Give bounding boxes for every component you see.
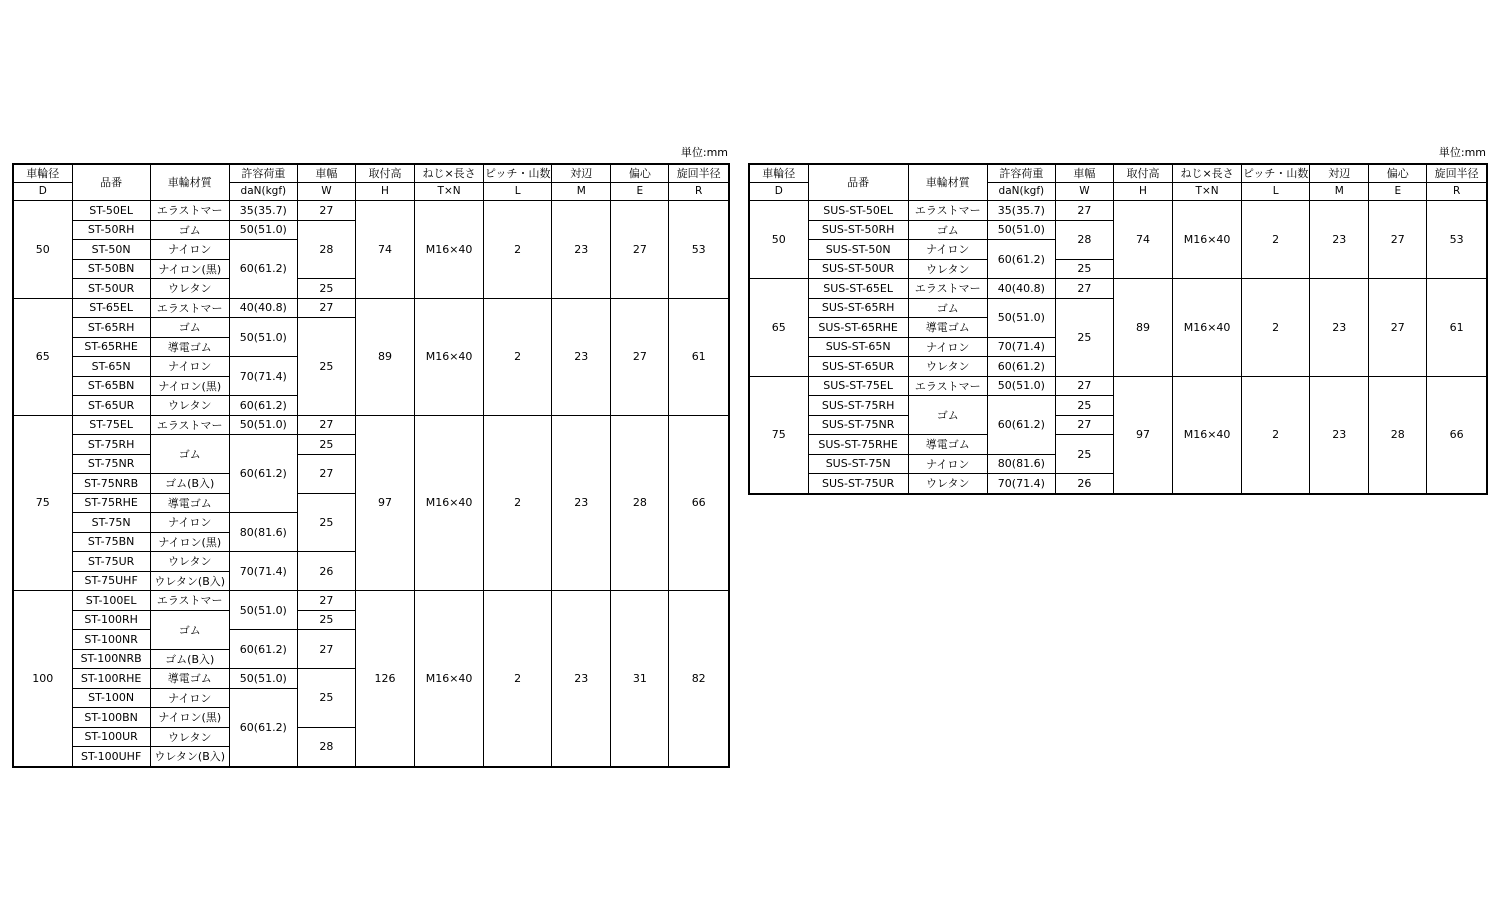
table-cell: 50(51.0) — [987, 376, 1055, 396]
header-cell: H — [355, 183, 414, 201]
table-cell: 25 — [297, 435, 355, 455]
table-cell: 28 — [1055, 220, 1113, 259]
header-cell: T×N — [1173, 183, 1242, 201]
table-cell: 25 — [297, 493, 355, 552]
header-cell: E — [1369, 183, 1427, 201]
table-cell: ST-75NRB — [72, 474, 150, 494]
table-cell: 26 — [1055, 474, 1113, 494]
table-cell: ゴム — [908, 396, 987, 435]
table-cell: ST-75UHF — [72, 571, 150, 591]
table-cell: ナイロン — [908, 337, 987, 357]
table-cell: ST-75N — [72, 513, 150, 533]
table-cell: 導電ゴム — [150, 493, 229, 513]
table-cell: ウレタン — [150, 279, 229, 299]
table-cell: 27 — [611, 298, 669, 415]
table-cell: 23 — [552, 298, 611, 415]
table-cell: ナイロン — [150, 357, 229, 377]
table-cell: 27 — [297, 591, 355, 611]
table-cell: ST-75UR — [72, 552, 150, 572]
table-cell: ナイロン — [908, 454, 987, 474]
table-cell: 35(35.7) — [987, 201, 1055, 221]
table-cell: 23 — [1310, 201, 1369, 279]
header-cell: 許容荷重 — [229, 164, 297, 183]
table-cell: 74 — [355, 201, 414, 299]
table-cell: ナイロン — [150, 513, 229, 533]
table-cell: 27 — [297, 298, 355, 318]
table-cell: 27 — [297, 630, 355, 669]
table-cell: 25 — [1055, 259, 1113, 279]
unit-label-right: 単位:mm — [1438, 146, 1486, 159]
table-cell: 25 — [1055, 298, 1113, 376]
table-cell: 27 — [1369, 201, 1427, 279]
table-cell: ST-100N — [72, 688, 150, 708]
header-cell: M — [552, 183, 611, 201]
table-cell: 導電ゴム — [150, 337, 229, 357]
table-row — [13, 201, 729, 221]
table-cell: 25 — [297, 610, 355, 630]
table-cell: 53 — [1427, 201, 1487, 279]
header-cell: 車輪径 — [749, 164, 808, 183]
table-cell: ST-75RH — [72, 435, 150, 455]
table-cell: 60(61.2) — [229, 630, 297, 669]
table-cell: M16×40 — [1173, 279, 1242, 377]
table-cell: エラストマー — [908, 279, 987, 299]
table-cell: ST-75EL — [72, 415, 150, 435]
table-cell: 23 — [552, 591, 611, 767]
table-cell: 75 — [13, 415, 72, 591]
table-cell: 100 — [13, 591, 72, 767]
table-cell: ST-100NR — [72, 630, 150, 650]
table-cell: 66 — [669, 415, 729, 591]
header-cell: 対辺 — [1310, 164, 1369, 183]
header-cell: 取付高 — [1113, 164, 1172, 183]
header-cell: 品番 — [808, 164, 908, 201]
header-cell: D — [749, 183, 808, 201]
table-cell: 27 — [1055, 376, 1113, 396]
table-cell: 53 — [669, 201, 729, 299]
table-row — [749, 376, 1487, 396]
table-cell: SUS-ST-65EL — [808, 279, 908, 299]
table-cell: 70(71.4) — [987, 474, 1055, 494]
header-cell: L — [1242, 183, 1310, 201]
header-cell: daN(kgf) — [229, 183, 297, 201]
table-cell: 74 — [1113, 201, 1172, 279]
table-cell: ウレタン(B入) — [150, 571, 229, 591]
header-cell: R — [1427, 183, 1487, 201]
table-cell: 80(81.6) — [987, 454, 1055, 474]
table-cell: 80(81.6) — [229, 513, 297, 552]
table-cell: 25 — [297, 318, 355, 416]
table-cell: SUS-ST-65UR — [808, 357, 908, 377]
header-cell: W — [1055, 183, 1113, 201]
header-cell: ピッチ・山数 — [1242, 164, 1310, 183]
table-cell: SUS-ST-50UR — [808, 259, 908, 279]
table-cell: 66 — [1427, 376, 1487, 494]
table-cell: 導電ゴム — [150, 669, 229, 689]
table-cell: 27 — [1055, 279, 1113, 299]
table-cell: ゴム(B入) — [150, 649, 229, 669]
table-cell: 50(51.0) — [987, 298, 1055, 337]
table-cell: 23 — [552, 415, 611, 591]
table-cell: ST-100RHE — [72, 669, 150, 689]
table-cell: 60(61.2) — [229, 240, 297, 299]
table-cell: 60(61.2) — [987, 357, 1055, 377]
table-cell: ST-50EL — [72, 201, 150, 221]
table-header — [13, 164, 729, 201]
table-cell: ゴム — [908, 298, 987, 318]
table-cell: M16×40 — [415, 591, 484, 767]
table-cell: 50(51.0) — [229, 591, 297, 630]
table-cell: ナイロン(黒) — [150, 708, 229, 728]
table-cell: ナイロン — [150, 240, 229, 260]
table-cell: 27 — [297, 454, 355, 493]
table-cell: ウレタン — [150, 396, 229, 416]
table-cell: SUS-ST-65N — [808, 337, 908, 357]
table-cell: M16×40 — [415, 415, 484, 591]
table-cell: M16×40 — [415, 298, 484, 415]
table-cell: ST-65N — [72, 357, 150, 377]
table-cell: 61 — [669, 298, 729, 415]
header-cell: D — [13, 183, 72, 201]
table-cell: SUS-ST-75RH — [808, 396, 908, 416]
table-cell: ST-75RHE — [72, 493, 150, 513]
table-cell: 27 — [1055, 415, 1113, 435]
table-cell: 89 — [355, 298, 414, 415]
table-cell: SUS-ST-75UR — [808, 474, 908, 494]
table-cell: ST-50N — [72, 240, 150, 260]
table-cell: ST-65EL — [72, 298, 150, 318]
table-cell: ST-50UR — [72, 279, 150, 299]
table-cell: 60(61.2) — [987, 240, 1055, 279]
header-cell: 旋回半径 — [1427, 164, 1487, 183]
table-cell: ST-65RHE — [72, 337, 150, 357]
header-cell: ピッチ・山数 — [484, 164, 552, 183]
table-cell: 2 — [484, 591, 552, 767]
table-cell: 25 — [297, 279, 355, 299]
table-cell: 28 — [297, 220, 355, 279]
table-cell: M16×40 — [1173, 376, 1242, 494]
table-cell: 82 — [669, 591, 729, 767]
table-cell: 2 — [1242, 279, 1310, 377]
table-cell: 27 — [611, 201, 669, 299]
table-cell: ST-100EL — [72, 591, 150, 611]
table-cell: エラストマー — [150, 298, 229, 318]
header-cell: 車幅 — [297, 164, 355, 183]
table-cell: ST-65UR — [72, 396, 150, 416]
table-cell: 2 — [484, 415, 552, 591]
table-cell: エラストマー — [150, 415, 229, 435]
header-cell: 対辺 — [552, 164, 611, 183]
table-cell: ウレタン — [908, 259, 987, 279]
table-cell: ウレタン(B入) — [150, 747, 229, 767]
table-cell: 70(71.4) — [229, 357, 297, 396]
table-cell: ST-65RH — [72, 318, 150, 338]
table-cell: SUS-ST-50EL — [808, 201, 908, 221]
table-cell: ゴム — [908, 220, 987, 240]
table-cell: 50 — [749, 201, 808, 279]
table-cell: ST-50BN — [72, 259, 150, 279]
table-cell: ST-75NR — [72, 454, 150, 474]
table-cell: 75 — [749, 376, 808, 494]
table-cell: 23 — [1310, 279, 1369, 377]
table-cell: 28 — [611, 415, 669, 591]
table-cell: ナイロン(黒) — [150, 259, 229, 279]
header-cell: ねじ×長さ — [1173, 164, 1242, 183]
table-cell: ゴム — [150, 318, 229, 338]
table-cell: 50 — [13, 201, 72, 299]
table-cell: ゴム — [150, 610, 229, 649]
header-cell: 偏心 — [1369, 164, 1427, 183]
header-cell: T×N — [415, 183, 484, 201]
header-cell: L — [484, 183, 552, 201]
table-cell: 60(61.2) — [229, 435, 297, 513]
header-cell: H — [1113, 183, 1172, 201]
table-cell: SUS-ST-50N — [808, 240, 908, 260]
table-cell: 導電ゴム — [908, 318, 987, 338]
table-row — [13, 591, 729, 611]
table-cell: ST-100UR — [72, 727, 150, 747]
table-cell: ST-100BN — [72, 708, 150, 728]
header-cell: 品番 — [72, 164, 150, 201]
table-cell: 2 — [484, 201, 552, 299]
table-cell: SUS-ST-65RHE — [808, 318, 908, 338]
table-cell: 70(71.4) — [987, 337, 1055, 357]
header-cell: 許容荷重 — [987, 164, 1055, 183]
table-cell: SUS-ST-75N — [808, 454, 908, 474]
table-cell: 60(61.2) — [229, 688, 297, 767]
table-cell: 97 — [355, 415, 414, 591]
table-cell: 70(71.4) — [229, 552, 297, 591]
table-cell: 31 — [611, 591, 669, 767]
table-cell: 25 — [297, 669, 355, 728]
table-cell: ウレタン — [908, 357, 987, 377]
table-cell: 40(40.8) — [987, 279, 1055, 299]
table-cell: ST-100NRB — [72, 649, 150, 669]
table-cell: ST-75BN — [72, 532, 150, 552]
table-cell: 50(51.0) — [229, 220, 297, 240]
table-cell: ST-50RH — [72, 220, 150, 240]
table-cell: 35(35.7) — [229, 201, 297, 221]
header-cell: R — [669, 183, 729, 201]
table-cell: 26 — [297, 552, 355, 591]
table-cell: ゴム — [150, 435, 229, 474]
table-cell: SUS-ST-75NR — [808, 415, 908, 435]
table-cell: ゴム(B入) — [150, 474, 229, 494]
table-cell: ST-100RH — [72, 610, 150, 630]
table-cell: ナイロン — [150, 688, 229, 708]
table-cell: ナイロン(黒) — [150, 532, 229, 552]
table-cell: ST-100UHF — [72, 747, 150, 767]
table-cell: 40(40.8) — [229, 298, 297, 318]
table-cell: M16×40 — [415, 201, 484, 299]
table-row — [13, 298, 729, 318]
table-cell: 2 — [1242, 201, 1310, 279]
table-cell: ウレタン — [150, 727, 229, 747]
table-cell: 27 — [1055, 201, 1113, 221]
header-cell: 車輪材質 — [908, 164, 987, 201]
header-cell: ねじ×長さ — [415, 164, 484, 183]
table-row — [749, 279, 1487, 299]
table-header — [749, 164, 1487, 201]
table-cell: 65 — [749, 279, 808, 377]
table-cell: 50(51.0) — [229, 318, 297, 357]
header-cell: 車輪径 — [13, 164, 72, 183]
header-cell: 旋回半径 — [669, 164, 729, 183]
table-cell: 65 — [13, 298, 72, 415]
table-cell: 50(51.0) — [229, 415, 297, 435]
table-cell: ナイロン — [908, 240, 987, 260]
header-cell: 車輪材質 — [150, 164, 229, 201]
table-cell: 23 — [552, 201, 611, 299]
table-row — [13, 415, 729, 435]
table-cell: エラストマー — [908, 201, 987, 221]
table-cell: SUS-ST-75RHE — [808, 435, 908, 455]
table-cell: 27 — [1369, 279, 1427, 377]
table-cell: ウレタン — [908, 474, 987, 494]
table-cell: ウレタン — [150, 552, 229, 572]
table-cell: M16×40 — [1173, 201, 1242, 279]
unit-label-left: 単位:mm — [680, 146, 728, 159]
table-cell: 2 — [1242, 376, 1310, 494]
table-cell: エラストマー — [150, 201, 229, 221]
spec-table-st — [12, 163, 730, 768]
header-cell: 車幅 — [1055, 164, 1113, 183]
table-cell: SUS-ST-50RH — [808, 220, 908, 240]
header-cell: E — [611, 183, 669, 201]
table-cell: 89 — [1113, 279, 1172, 377]
spec-table-sus-st — [748, 163, 1488, 495]
table-cell: 25 — [1055, 396, 1113, 416]
table-cell: 23 — [1310, 376, 1369, 494]
table-cell: ST-65BN — [72, 376, 150, 396]
table-cell: 61 — [1427, 279, 1487, 377]
header-cell: daN(kgf) — [987, 183, 1055, 201]
table-cell: ナイロン(黒) — [150, 376, 229, 396]
table-cell: 25 — [1055, 435, 1113, 474]
table-cell: 2 — [484, 298, 552, 415]
header-cell: W — [297, 183, 355, 201]
table-cell: 導電ゴム — [908, 435, 987, 455]
table-cell: 27 — [297, 415, 355, 435]
table-cell: 60(61.2) — [987, 396, 1055, 455]
table-cell: エラストマー — [908, 376, 987, 396]
table-cell: 97 — [1113, 376, 1172, 494]
header-cell: 取付高 — [355, 164, 414, 183]
header-cell: M — [1310, 183, 1369, 201]
header-cell: 偏心 — [611, 164, 669, 183]
table-cell: 28 — [1369, 376, 1427, 494]
table-cell: 50(51.0) — [229, 669, 297, 689]
table-cell: SUS-ST-75EL — [808, 376, 908, 396]
table-cell: SUS-ST-65RH — [808, 298, 908, 318]
table-cell: 60(61.2) — [229, 396, 297, 416]
table-cell: エラストマー — [150, 591, 229, 611]
table-cell: 126 — [355, 591, 414, 767]
table-cell: 28 — [297, 727, 355, 767]
table-row — [749, 201, 1487, 221]
table-cell: 27 — [297, 201, 355, 221]
table-cell: ゴム — [150, 220, 229, 240]
table-cell: 50(51.0) — [987, 220, 1055, 240]
